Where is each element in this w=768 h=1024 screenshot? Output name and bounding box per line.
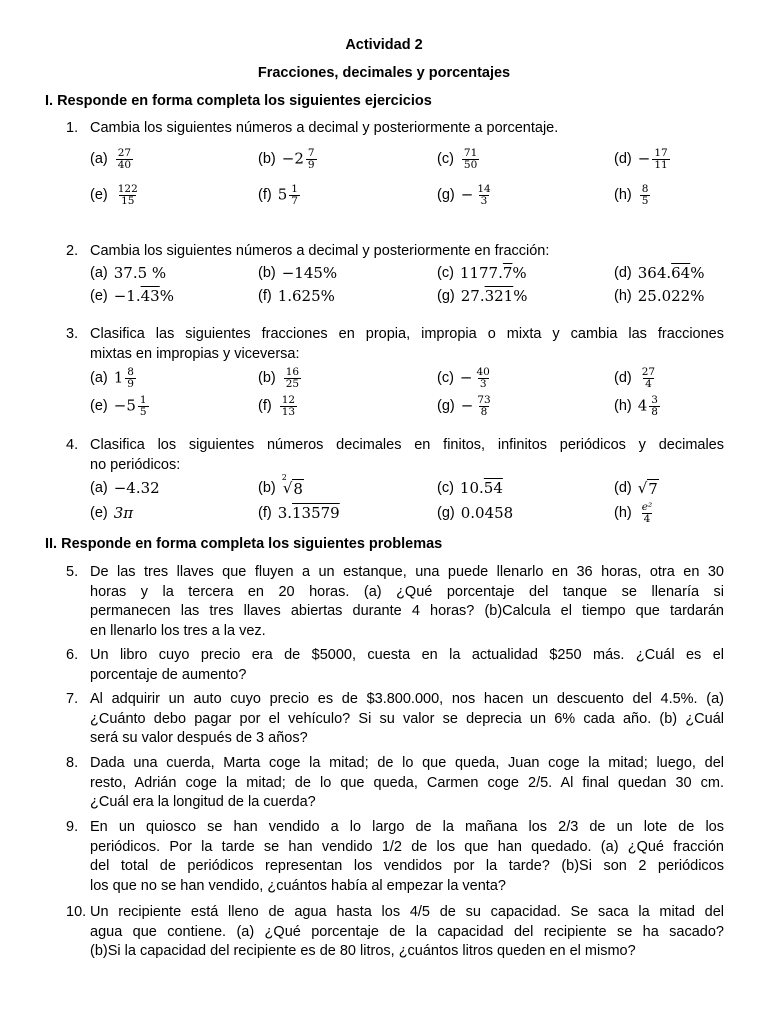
option-expression <box>282 367 303 390</box>
option-label: (d) <box>614 151 632 167</box>
option-expression <box>460 367 494 390</box>
minus-sign: − <box>460 185 474 203</box>
numerator: 8 <box>641 182 649 195</box>
q4-option-c: (c) 10.54 <box>437 479 503 497</box>
numerator: 40 <box>476 365 490 378</box>
numerator: 27 <box>641 365 656 378</box>
numerator: 71 <box>463 146 478 159</box>
problem-9-line: del total de periódicos representan los vendidos por la tarde? (b)Si son 2 periódicos <box>90 858 724 875</box>
problem-5-line: permanecen las tres llaves abiertas durante 4 horas? (b)Calcula el tiempo que tardarán <box>90 603 724 620</box>
percent-sign: % <box>512 264 527 282</box>
option-expression <box>278 395 299 418</box>
option-expression <box>638 395 662 418</box>
repeating-digits: 7 <box>502 264 513 282</box>
problem-8-line: ¿Cuál era la longitud de la cuerda? <box>90 794 316 811</box>
numerator: 8 <box>127 365 134 378</box>
option-label: (c) <box>437 265 454 281</box>
problem-9-line: periódicos. Por la tarde se han vendido 1/2 de los que han quedado. (a) ¿Qué fracción <box>90 838 724 855</box>
question-3-line: Clasifica las siguientes fracciones en propia, impropia o mixta y cambia las fracciones <box>90 326 724 342</box>
fraction <box>116 184 140 207</box>
option-expression <box>278 287 335 305</box>
minus-sign: − <box>113 396 127 414</box>
q2-option-g <box>437 283 528 309</box>
percent-sign: % <box>513 287 528 305</box>
q3-option-d <box>614 365 659 391</box>
denominator: 4 <box>645 377 652 390</box>
q2-option-f <box>258 283 335 309</box>
value: 37.5 % <box>113 264 167 282</box>
q4-option-g: (g) 0.0458 <box>437 504 514 522</box>
numerator: 27 <box>117 146 132 159</box>
denominator: 15 <box>121 194 135 207</box>
option-expression <box>114 395 151 418</box>
denominator: 7 <box>291 194 298 207</box>
option-label: (g) <box>437 288 455 304</box>
fraction <box>640 367 657 390</box>
q1-option-a <box>90 146 135 172</box>
q4-option-f: (f) 3.13579 <box>258 504 340 522</box>
problem-7-line: ¿Cuánto debo pagar por el vehículo? Si su valor se deprecia un 6% cada año. (b) ¿Cuál <box>90 710 724 727</box>
q3-option-a <box>90 365 138 391</box>
q3-option-g <box>437 393 495 419</box>
fraction <box>125 367 136 390</box>
option-expression <box>460 148 481 171</box>
cube-root: 2 √ 8 <box>281 472 303 498</box>
repeating-digits: 43 <box>140 287 160 305</box>
page-subtitle: Fracciones, decimales y porcentajes <box>257 65 511 81</box>
option-expression <box>461 395 495 418</box>
fraction <box>284 367 301 390</box>
minus-sign: − <box>637 149 651 167</box>
option-label: (h) <box>614 288 632 304</box>
numerator: 17 <box>654 146 668 159</box>
q1-option-d <box>614 146 672 172</box>
problem-10-line: (b)Si la capacidad del recipiente es de 80 litros, ¿cuántos litros queden en el mismo? <box>90 943 636 960</box>
q1-option-f <box>258 182 302 208</box>
denominator: 13 <box>281 405 296 418</box>
q4-option-b: (b) 2 √ 8 <box>258 472 303 498</box>
problem-number: 6. <box>66 647 79 663</box>
option-expression <box>638 184 653 207</box>
problem-7-line: Al adquirir un auto cuyo precio es de $3.800.000, nos hacen un descuento del 4.5%. (a) <box>90 691 724 707</box>
option-expression <box>638 148 672 171</box>
q3-option-f <box>258 393 299 419</box>
option-label: (e) <box>90 398 108 414</box>
fraction <box>475 395 492 418</box>
problem-10-line: Un recipiente está lleno de agua hasta los 4/5 de su capacidad. Se saca la mitad del <box>90 904 724 920</box>
numerator: 3 <box>651 393 658 406</box>
question-4-number: 4. <box>66 437 79 453</box>
question-2-text: Cambia los siguientes números a decimal y posteriormente en fracción: <box>90 243 550 259</box>
option-expression <box>282 148 319 171</box>
question-4-line: no periódicos: <box>90 457 181 473</box>
section-2-heading: II. Responde en forma completa los siguientes problemas <box>45 536 443 552</box>
denominator: 40 <box>117 158 132 171</box>
problem-number: 5. <box>66 564 79 580</box>
option-label: (d) <box>614 370 632 386</box>
option-label: (g) <box>437 187 455 203</box>
question-3-number: 3. <box>66 326 79 342</box>
value: 25.022% <box>637 287 705 305</box>
problem-number: 7. <box>66 691 79 707</box>
percent-sign: % <box>690 264 705 282</box>
q4-option-a: (a) −4.32 <box>90 479 160 497</box>
problem-5-line: horas y la tercera en 20 horas. (a) ¿Qué porcentaje del tanque se llenaría si <box>90 583 724 600</box>
option-label: (f) <box>258 398 272 414</box>
numerator: 14 <box>477 182 491 195</box>
option-expression <box>114 148 135 171</box>
option-expression <box>114 367 138 390</box>
option-label: (a) <box>90 265 108 281</box>
denominator: 50 <box>463 158 478 171</box>
denominator: 5 <box>641 194 649 207</box>
option-label: (b) <box>258 151 276 167</box>
problem-10-line: agua que contiene. (a) ¿Qué porcentaje de la capacidad del recipiente se ha sacado? <box>90 923 724 940</box>
question-1-text: Cambia los siguientes números a decimal y posteriormente a porcentaje. <box>90 120 559 136</box>
fraction <box>475 184 492 207</box>
problem-9-line: los que no se han vendido, ¿cuántos había al empezar la venta? <box>90 877 506 894</box>
problem-6-line: porcentaje de aumento? <box>90 666 247 683</box>
q1-option-b <box>258 146 319 172</box>
option-label: (a) <box>90 151 108 167</box>
option-expression <box>638 367 659 390</box>
denominator: 9 <box>127 377 134 390</box>
denominator: 3 <box>480 194 488 207</box>
section-1-heading: I. Responde en forma completa los siguientes ejercicios <box>45 93 432 109</box>
fraction <box>306 148 317 171</box>
option-label: (c) <box>437 370 454 386</box>
q1-option-e <box>90 182 142 208</box>
option-expression <box>282 264 337 282</box>
option-expression <box>461 184 495 207</box>
q2-option-e <box>90 283 174 309</box>
numerator: 7 <box>307 146 315 159</box>
option-label: (b) <box>258 265 276 281</box>
q1-option-g <box>437 182 495 208</box>
numerator: 1 <box>291 182 298 195</box>
value: 1.625% <box>277 287 335 305</box>
option-expression <box>638 264 705 282</box>
q1-option-c <box>437 146 481 172</box>
q2-option-h <box>614 283 704 309</box>
q4-option-e: (e) 3π <box>90 504 134 522</box>
option-expression <box>114 184 142 207</box>
value: −1. <box>113 287 141 305</box>
q3-option-b <box>258 365 303 391</box>
whole-part: 2 <box>294 149 304 167</box>
option-label: (g) <box>437 398 455 414</box>
option-label: (h) <box>614 398 632 414</box>
option-label: (d) <box>614 265 632 281</box>
option-label: (e) <box>90 288 108 304</box>
problem-number: 10. <box>66 904 87 920</box>
numerator: 73 <box>477 393 491 406</box>
q1-option-h <box>614 182 652 208</box>
option-label: (f) <box>258 288 272 304</box>
denominator: 8 <box>651 405 658 418</box>
denominator: 9 <box>307 158 315 171</box>
q3-option-c <box>437 365 494 391</box>
repeating-digits: 321 <box>484 287 514 305</box>
option-label: (c) <box>437 151 454 167</box>
whole-part: 5 <box>126 396 136 414</box>
numerator: 12 <box>281 393 296 406</box>
repeating-digits: 64 <box>671 264 691 282</box>
option-expression <box>278 184 302 207</box>
value: −145% <box>281 264 338 282</box>
value: 1177. <box>459 264 503 282</box>
fraction <box>640 184 651 207</box>
denominator: 11 <box>654 158 668 171</box>
option-label: (a) <box>90 370 108 386</box>
numerator: 122 <box>117 182 138 195</box>
fraction <box>289 184 300 207</box>
whole-part: 4 <box>637 396 648 414</box>
problem-5-line: De las tres llaves que fluyen a un estanque, una puede llenarlo en 36 horas, otra en 30 <box>90 564 724 580</box>
problem-9-line: En un quiosco se han vendido a lo largo de la mañana los 2/3 de un lote de los <box>90 819 724 835</box>
fraction <box>649 395 660 418</box>
percent-sign: % <box>159 287 174 305</box>
page-title: Actividad 2 <box>345 37 423 53</box>
numerator: 1 <box>139 393 147 406</box>
denominator: 25 <box>285 377 300 390</box>
option-expression <box>638 287 705 305</box>
whole-part: 5 <box>277 185 288 203</box>
q4-option-h: (h) $\frac{\text{e²}}{4}$ <box>614 500 653 525</box>
problem-6-line: Un libro cuyo precio era de $5000, cuesta en la actualidad $250 más. ¿Cuál es el <box>90 647 724 663</box>
fraction <box>475 367 492 390</box>
question-4-line: Clasifica los siguientes números decimales en finitos, infinitos periódicos y decimales <box>90 437 724 453</box>
fraction <box>138 395 149 418</box>
denominator: 3 <box>479 377 487 390</box>
question-3-line: mixtas en impropias y viceversa: <box>90 346 300 362</box>
fraction <box>280 395 297 418</box>
option-expression <box>460 264 527 282</box>
option-label: (b) <box>258 370 276 386</box>
problem-number: 9. <box>66 819 79 835</box>
fraction: $\frac{\text{e²}}{4}$ <box>641 500 653 525</box>
option-expression <box>114 287 174 305</box>
problem-8-line: Dada una cuerda, Marta coge la mitad; de lo que queda, Juan coge la mitad; luego, del <box>90 755 724 771</box>
whole-part: 1 <box>113 368 124 386</box>
option-label: (f) <box>258 187 272 203</box>
square-root: √ 7 <box>637 478 658 498</box>
q3-option-h <box>614 393 662 419</box>
problem-8-line: resto, Adrián coge la mitad; de lo que queda, Carmen coge 2/5. Al final quedan 30 cm. <box>90 774 724 791</box>
denominator: 5 <box>139 405 147 418</box>
option-label: (e) <box>90 187 108 203</box>
fraction <box>462 148 479 171</box>
value: 27. <box>460 287 485 305</box>
question-2-number: 2. <box>66 243 79 259</box>
problem-7-line: será su valor después de 3 años? <box>90 730 308 747</box>
numerator: 16 <box>285 365 300 378</box>
minus-sign: − <box>460 396 474 414</box>
option-label: (h) <box>614 187 632 203</box>
q3-option-e <box>90 393 151 419</box>
minus-sign: − <box>459 368 473 386</box>
fraction <box>116 148 133 171</box>
minus-sign: − <box>281 149 295 167</box>
option-expression <box>461 287 528 305</box>
option-expression <box>114 264 166 282</box>
denominator: 8 <box>480 405 488 418</box>
question-1-number: 1. <box>66 120 79 136</box>
q4-option-d: (d) √ 7 <box>614 478 658 498</box>
value: 364. <box>637 264 672 282</box>
problem-number: 8. <box>66 755 79 771</box>
problem-5-line: en llenarlo los tres a la vez. <box>90 622 266 639</box>
fraction <box>652 148 669 171</box>
